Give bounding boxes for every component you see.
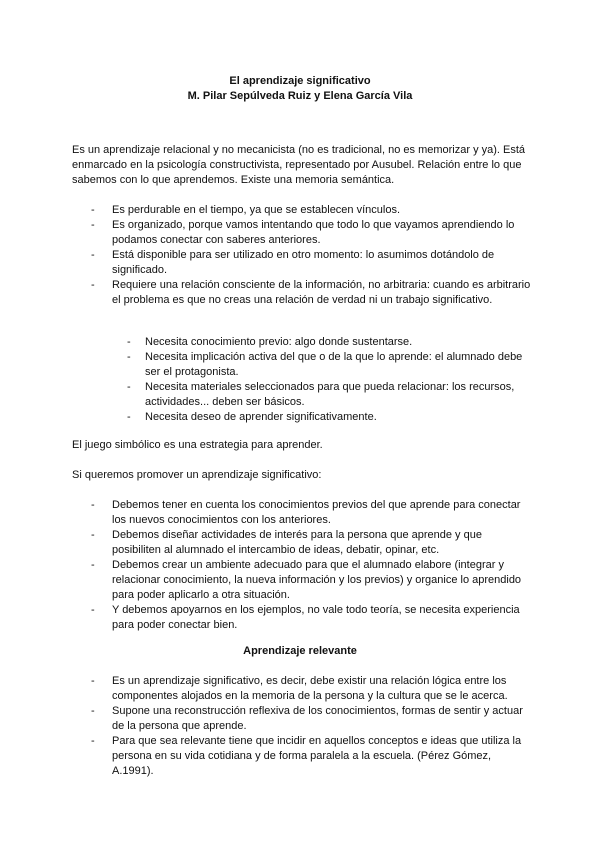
list-item — [72, 278, 532, 308]
list-item-text: Está disponible para ser utilizado en otro momento: lo asumimos dotándolo de significado. — [112, 249, 495, 276]
list-item-text: Debemos tener en cuenta los conocimientos previos del que aprende para conectar los nuevos conocimientos con los anteriores. — [112, 499, 521, 526]
list-item — [72, 558, 532, 603]
section-heading: Aprendizaje relevante — [243, 645, 357, 657]
intro-paragraph: Es un aprendizaje relacional y no mecanicista (no es tradicional, no es memorizar y ya). Está enmarcado en la psicología constructivista, representado por Ausubel. Relación entre lo que sabemos con lo que aprendemos. Existe una memoria semántica. — [72, 144, 526, 186]
characteristics-list — [72, 203, 532, 308]
list-item-text: Debemos diseñar actividades de interés para la persona que aprende y que posibiliten al alumnado el intercambio de ideas, debatir, opinar, etc. — [112, 529, 482, 556]
dash-marker: - — [127, 411, 131, 423]
dash-marker: - — [91, 204, 95, 216]
list-item-text: Necesita conocimiento previo: algo donde sustentarse. — [145, 336, 413, 348]
juego-paragraph: El juego simbólico es una estrategia para aprender. — [72, 439, 323, 451]
dash-marker: - — [127, 351, 131, 363]
list-item-text: Supone una reconstrucción reflexiva de los conocimientos, formas de sentir y actuar de la persona que aprende. — [112, 705, 523, 732]
dash-marker: - — [127, 381, 131, 393]
dash-marker: - — [91, 604, 95, 616]
promotion-list — [72, 498, 532, 633]
list-item — [72, 248, 532, 278]
dash-marker: - — [91, 705, 95, 717]
requirements-sublist — [72, 335, 532, 425]
list-item — [72, 350, 532, 380]
list-item — [72, 410, 532, 425]
list-item-text: Y debemos apoyarnos en los ejemplos, no vale todo teoría, se necesita experiencia para poder conectar bien. — [112, 604, 520, 631]
dash-marker: - — [91, 219, 95, 231]
list-item — [72, 498, 532, 528]
list-item-text: Requiere una relación consciente de la información, no arbitraria: cuando es arbitrario el problema es que no creas una relación de verdad ni un trabajo significativo. — [112, 279, 531, 306]
dash-marker: - — [91, 529, 95, 541]
list-item — [72, 203, 532, 218]
list-item — [72, 528, 532, 558]
list-item-text: Necesita deseo de aprender significativamente. — [145, 411, 377, 423]
dash-marker: - — [91, 559, 95, 571]
list-item-text: Es organizado, porque vamos intentando que todo lo que vayamos aprendiendo lo podamos conectar con saberes anteriores. — [112, 219, 515, 246]
list-item — [72, 704, 532, 734]
dash-marker: - — [91, 279, 95, 291]
promover-paragraph: Si queremos promover un aprendizaje significativo: — [72, 469, 322, 481]
document-authors: M. Pilar Sepúlveda Ruiz y Elena García Vila — [187, 90, 413, 102]
list-item-text: Es un aprendizaje significativo, es decir, debe existir una relación lógica entre los componentes alojados en la memoria de la persona y la cultura que se le acerca. — [112, 675, 508, 702]
dash-marker: - — [127, 336, 131, 348]
dash-marker: - — [91, 249, 95, 261]
list-item — [72, 603, 532, 633]
list-item-text: Necesita materiales seleccionados para que pueda relacionar: los recursos, actividades... deben ser básicos. — [145, 381, 515, 408]
list-item — [72, 674, 532, 704]
dash-marker: - — [91, 735, 95, 747]
list-item-text: Es perdurable en el tiempo, ya que se establecen vínculos. — [112, 204, 401, 216]
list-item — [72, 734, 532, 779]
dash-marker: - — [91, 675, 95, 687]
list-item — [72, 335, 532, 350]
list-item — [72, 380, 532, 410]
list-item-text: Para que sea relevante tiene que incidir en aquellos conceptos e ideas que utiliza la persona en su vida cotidiana y de forma paralela a la escuela. (Pérez Gómez, A.1991). — [112, 735, 522, 777]
list-item-text: Debemos crear un ambiente adecuado para que el alumnado elabore (integrar y relacionar conocimiento, la nueva información y los previos) y organice lo aprendido para poder aplicarlo a otra situación. — [112, 559, 522, 601]
dash-marker: - — [91, 499, 95, 511]
document-title: El aprendizaje significativo — [229, 75, 371, 87]
list-item — [72, 218, 532, 248]
list-item-text: Necesita implicación activa del que o de la que lo aprende: el alumnado debe ser el protagonista. — [145, 351, 523, 378]
relevant-list — [72, 674, 532, 779]
